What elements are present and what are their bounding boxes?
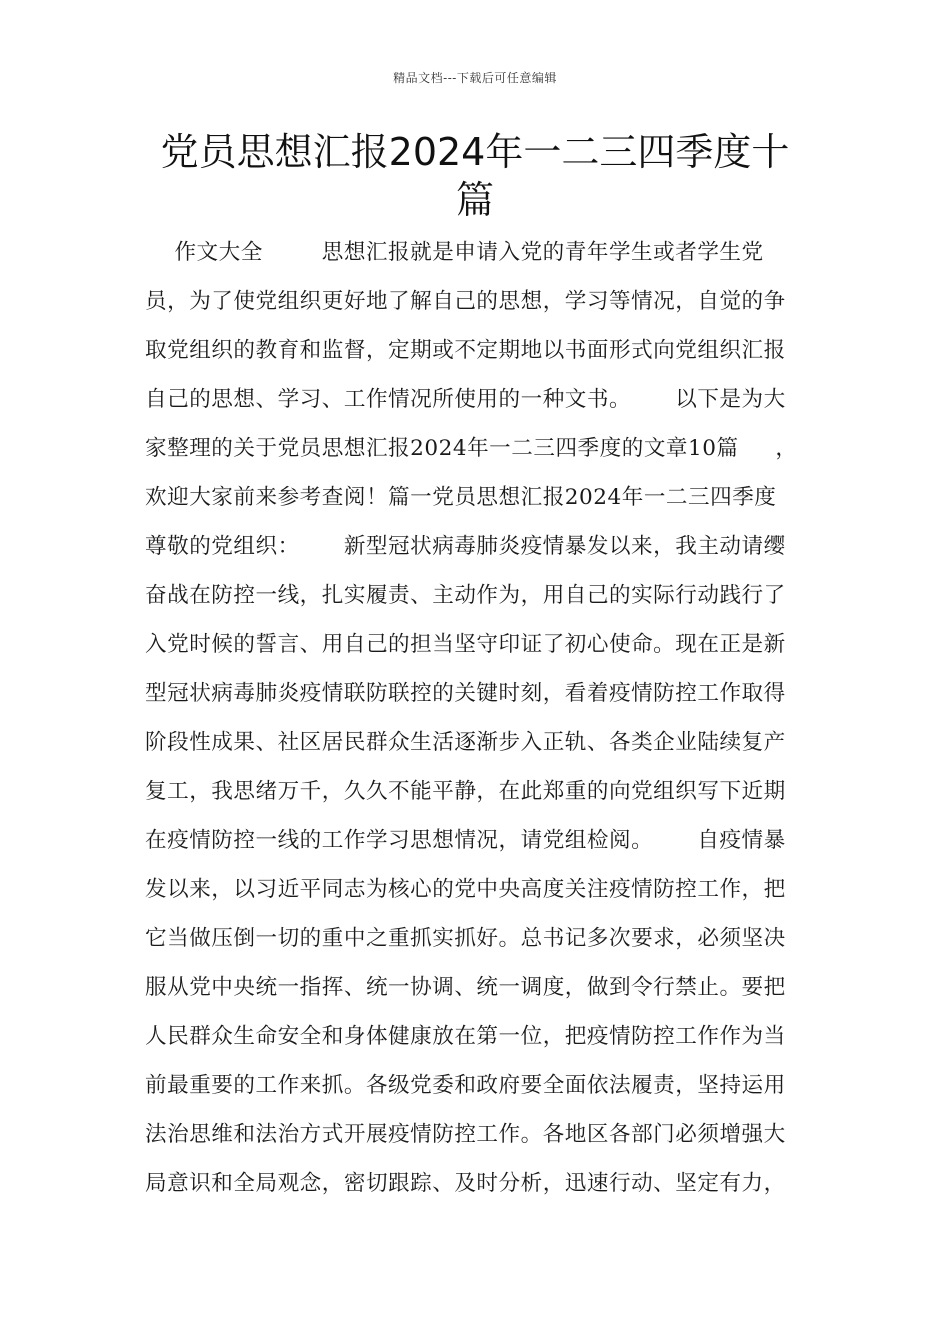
body-line: 型冠状病毒肺炎疫情联防联控的关键时刻，看着疫情防控工作取得	[145, 681, 786, 706]
body-line: 取党组织的教育和监督，定期或不定期地以书面形式向党组织汇报	[145, 338, 786, 363]
body-line: 局意识和全局观念，密切跟踪、及时分析，迅速行动、坚定有力，	[145, 1171, 786, 1196]
body-line: 作文大全 思想汇报就是申请入党的青年学生或者学生党	[145, 240, 764, 265]
header-note: 精品文档---下载后可任意编辑	[393, 71, 557, 85]
body-line: 前最重要的工作来抓。各级党委和政府要全面依法履责，坚持运用	[145, 1073, 786, 1098]
body-line: 在疫情防控一线的工作学习思想情况，请党组检阅。 自疫情暴	[145, 828, 786, 853]
body-line: 员，为了使党组织更好地了解自己的思想，学习等情况，自觉的争	[145, 289, 786, 314]
body-line: 自己的思想、学习、工作情况所使用的一种文书。 以下是为大	[145, 387, 786, 412]
body-line: 阶段性成果、社区居民群众生活逐渐步入正轨、各类企业陆续复产	[145, 730, 786, 755]
body-line: 服从党中央统一指挥、统一协调、统一调度，做到令行禁止。要把	[145, 975, 786, 1000]
body-line: 复工，我思绪万千，久久不能平静，在此郑重的向党组织写下近期	[145, 779, 786, 804]
body-line: 人民群众生命安全和身体健康放在第一位，把疫情防控工作作为当	[145, 1024, 786, 1049]
body-line: 家整理的关于党员思想汇报2024年一二三四季度的文章10篇 ，	[145, 436, 798, 461]
title-line-1: 党员思想汇报2024年一二三四季度十	[160, 130, 790, 174]
document-title	[150, 128, 800, 224]
body-line: 入党时候的誓言、用自己的担当坚守印证了初心使命。现在正是新	[145, 632, 786, 657]
body-line: 发以来，以习近平同志为核心的党中央高度关注疫情防控工作，把	[145, 877, 786, 902]
body-line: 奋战在防控一线，扎实履责、主动作为，用自己的实际行动践行了	[145, 583, 786, 608]
body-line: 法治思维和法治方式开展疫情防控工作。各地区各部门必须增强大	[145, 1122, 786, 1147]
title-line-2: 篇	[455, 178, 494, 222]
body-line: 它当做压倒一切的重中之重抓实抓好。总书记多次要求，必须坚决	[145, 926, 786, 951]
body-line: 尊敬的党组织： 新型冠状病毒肺炎疫情暴发以来，我主动请缨	[145, 534, 786, 559]
body-text	[145, 228, 809, 1208]
body-line: 欢迎大家前来参考查阅！篇一党员思想汇报2024年一二三四季度	[145, 485, 777, 510]
